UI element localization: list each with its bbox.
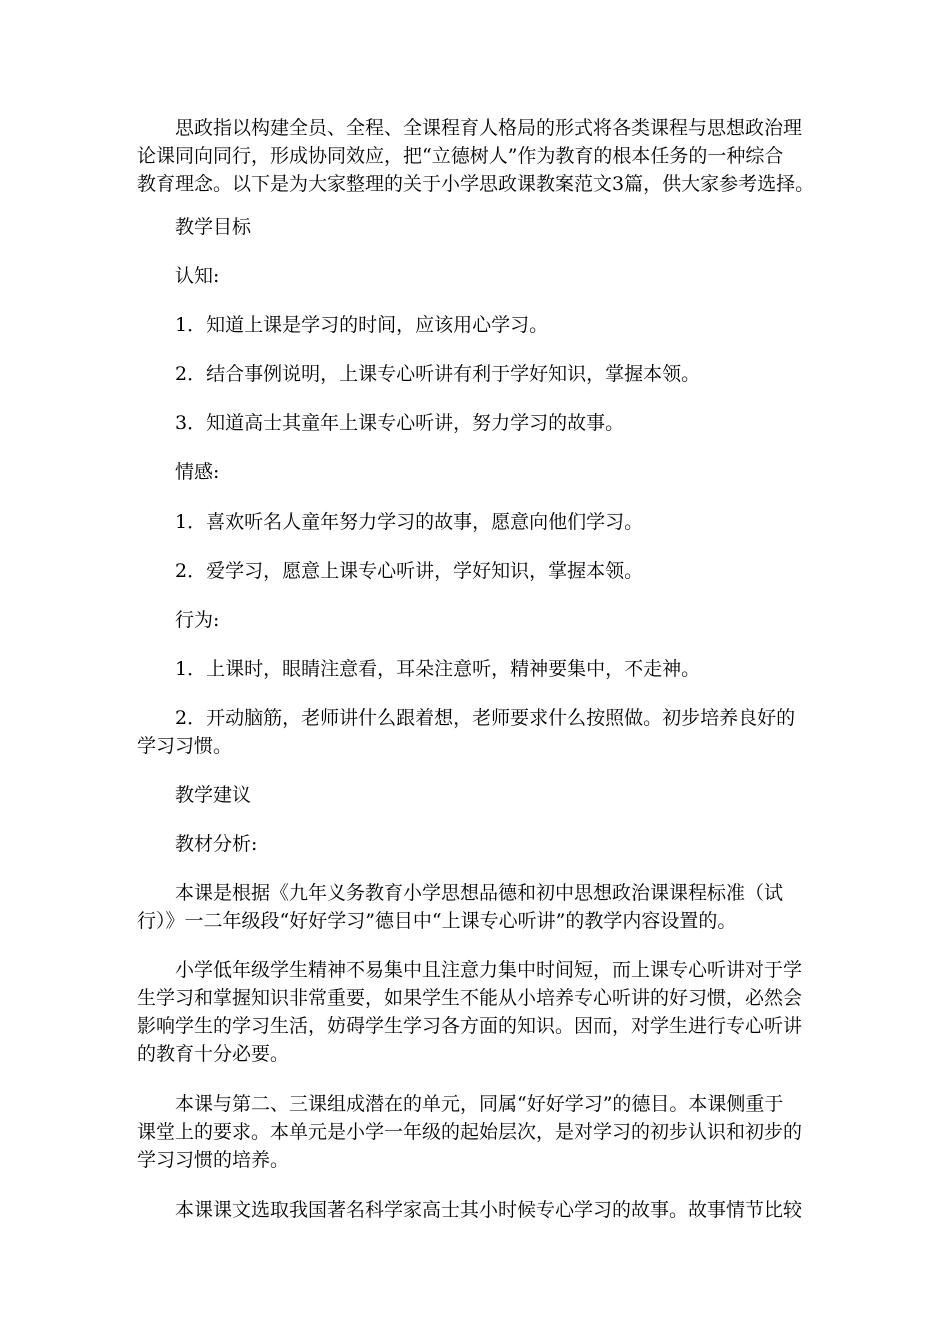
text-line: 本课是根据《九年义务教育小学思想品德和初中思想政治课课程标准（试 (175, 882, 784, 904)
heading-teaching-goals: 教学目标 (175, 216, 252, 238)
heading-teaching-advice: 教学建议 (175, 784, 252, 806)
subheading-material-analysis: 教材分析: (175, 833, 258, 855)
text-line: 行）》一二年级段“好好学习”德目中“上课专心听讲”的教学内容设置的。 (137, 910, 737, 932)
text-line: 教育理念。以下是为大家整理的关于小学思政课教案范文3篇，供大家参考选择。 (137, 173, 815, 195)
text-line: 学习习惯的培养。 (137, 1149, 290, 1171)
text-line: 的教育十分必要。 (137, 1043, 290, 1065)
text-line: 学习习惯。 (137, 735, 233, 757)
body-paragraph (137, 879, 819, 935)
text-line: 小学低年级学生精神不易集中且注意力集中时间短，而上课专心听讲对于学 (175, 959, 803, 981)
list-item: 1．知道上课是学习的时间，应该用心学习。 (175, 314, 549, 336)
body-paragraph (137, 1090, 819, 1174)
subheading-behavior: 行为: (175, 609, 220, 631)
text-line: 本课课文选取我国著名科学家高士其小时候专心学习的故事。故事情节比较 (175, 1199, 803, 1221)
list-item: 2．爱学习，愿意上课专心听讲，学好知识，掌握本领。 (175, 560, 644, 582)
list-item-multiline (137, 704, 819, 760)
list-item: 1．喜欢听名人童年努力学习的故事，愿意向他们学习。 (175, 511, 644, 533)
subheading-emotion: 情感: (175, 461, 220, 483)
list-item: 1．上课时，眼睛注意看，耳朵注意听，精神要集中，不走神。 (175, 658, 701, 680)
subheading-cognition: 认知: (175, 265, 220, 287)
body-paragraph (137, 1196, 819, 1224)
text-line: 生学习和掌握知识非常重要，如果学生不能从小培养专心听讲的好习惯，必然会 (137, 987, 803, 1009)
text-line: 课堂上的要求。本单元是小学一年级的起始层次，是对学习的初步认识和初步的 (137, 1121, 803, 1143)
text-line: 思政指以构建全员、全程、全课程育人格局的形式将各类课程与思想政治理 (175, 117, 803, 139)
text-line: 2．开动脑筋，老师讲什么跟着想，老师要求什么按照做。初步培养良好的 (175, 707, 796, 729)
text-line: 影响学生的学习生活，妨碍学生学习各方面的知识。因而，对学生进行专心听讲 (137, 1015, 803, 1037)
text-line: 论课同向同行，形成协同效应，把“立德树人”作为教育的根本任务的一种综合 (137, 145, 784, 167)
list-item: 3．知道高士其童年上课专心听讲，努力学习的故事。 (175, 412, 625, 434)
body-paragraph (137, 956, 819, 1068)
list-item: 2．结合事例说明，上课专心听讲有利于学好知识，掌握本领。 (175, 363, 701, 385)
intro-paragraph (137, 114, 819, 198)
text-line: 本课与第二、三课组成潜在的单元，同属“好好学习”的德目。本课侧重于 (175, 1093, 784, 1115)
